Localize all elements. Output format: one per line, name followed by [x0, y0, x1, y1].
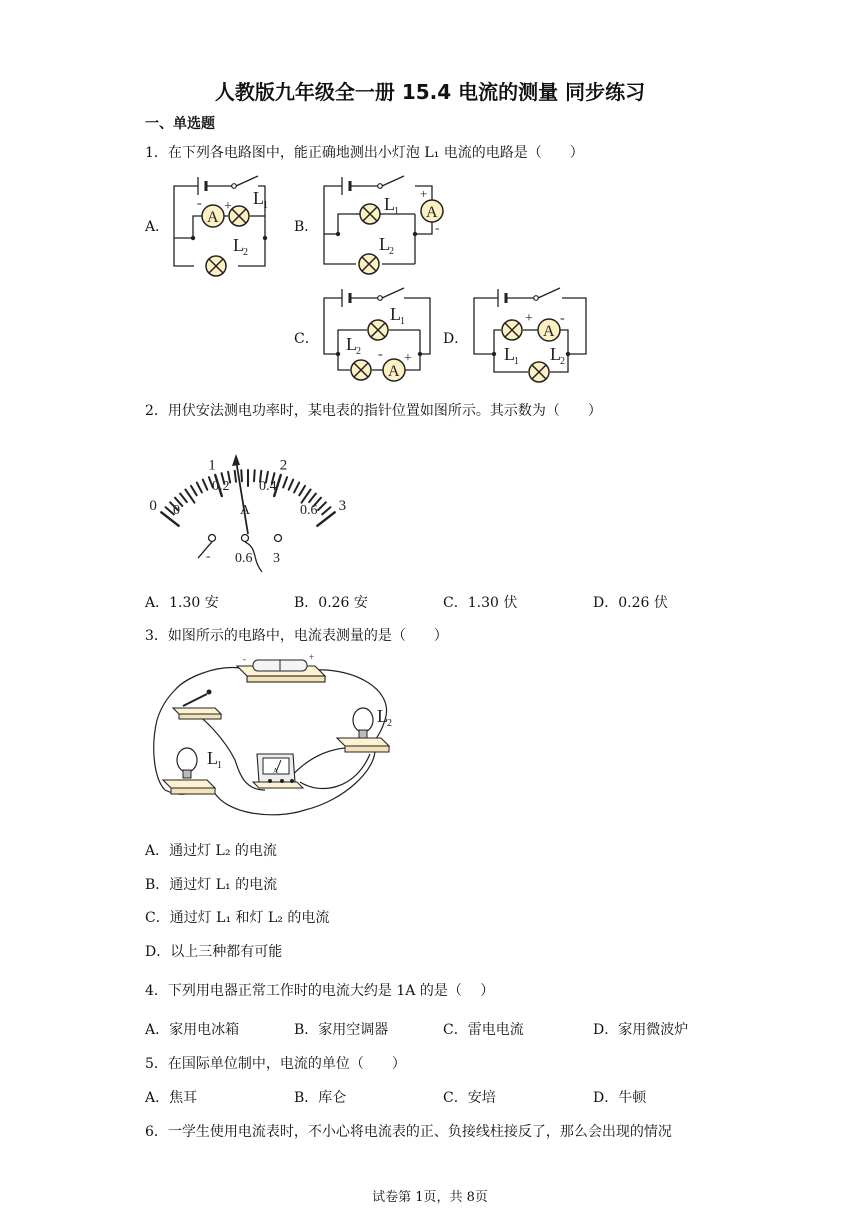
lamp-l1-label: L	[390, 304, 401, 324]
q4-option-a[interactable]: A．家用电冰箱	[145, 1022, 240, 1038]
dial-tick	[317, 512, 334, 526]
circuit-diagram-b	[320, 172, 450, 272]
ammeter-minus-label: -	[560, 311, 565, 326]
dial-tick	[294, 483, 299, 493]
q5-option-a[interactable]: A．焦耳	[145, 1090, 198, 1106]
dial-tick	[180, 494, 187, 503]
lamp-l1-icon	[368, 320, 388, 340]
q5-option-c[interactable]: C．安培	[443, 1090, 496, 1106]
ammeter-plus-label: +	[420, 186, 428, 201]
page-footer: 试卷第 1页，共 8页	[372, 1190, 488, 1205]
lamp-l1-label: L	[504, 344, 515, 364]
dial-tick	[241, 470, 242, 481]
q2-option-c[interactable]: C．1.30 伏	[443, 595, 518, 611]
lamp-l1-subscript: 1	[263, 200, 268, 211]
q3-option-b[interactable]: B．通过灯 L₁ 的电流	[145, 877, 278, 893]
lamp-l1-label: L	[253, 188, 264, 208]
q2-option-b[interactable]: B．0.26 安	[294, 595, 368, 611]
lamp-l2-icon	[529, 362, 549, 382]
lamp-l1-subscript: 1	[514, 356, 519, 367]
dial-tick	[197, 483, 202, 493]
dial-tick	[203, 480, 208, 490]
q3-option-c[interactable]: C．通过灯 L₁ 和灯 L₂ 的电流	[145, 910, 330, 926]
top-scale-label: 2	[279, 457, 288, 474]
dial-tick	[299, 486, 305, 495]
ammeter-device-letter: A	[273, 767, 279, 775]
ammeter-plus-label: +	[224, 199, 232, 214]
bulb-l1-icon	[177, 748, 197, 772]
q3-option-a[interactable]: A．通过灯 L₂ 的电流	[145, 843, 277, 859]
bulb-l2-label: L	[377, 706, 388, 726]
battery-plus-label: +	[309, 652, 315, 662]
dial-tick	[254, 470, 255, 481]
ammeter-minus-label: -	[197, 196, 202, 211]
lamp-l2-label: L	[550, 344, 561, 364]
lamp-l1-subscript: 1	[400, 316, 405, 327]
bottom-scale-label: 0.2	[212, 479, 230, 494]
lamp-l2-subscript: 2	[243, 247, 248, 258]
question-4-stem: 4．下列用电器正常工作时的电流大约是 1A 的是（ ）	[145, 983, 495, 999]
bottom-scale-label: 0.6	[300, 503, 318, 518]
ammeter-dial-figure	[140, 430, 360, 580]
ammeter-plus-label: +	[404, 351, 412, 366]
ammeter-letter: A	[426, 204, 438, 221]
lamp-l2-subscript: 2	[389, 246, 394, 257]
dial-tick	[191, 486, 197, 495]
bulb-l2-subscript: 2	[387, 718, 392, 729]
circuit-diagram-d	[470, 284, 590, 384]
ammeter-plus-label: +	[525, 311, 533, 326]
dial-tick	[289, 480, 294, 490]
question-6-stem: 6．一学生使用电流表时，不小心将电流表的正、负接线柱接反了，那么会出现的情况	[145, 1124, 672, 1140]
ammeter-minus-label: -	[378, 347, 383, 362]
lamp-l2-label: L	[346, 334, 357, 354]
bulb-l1-label: L	[207, 748, 218, 768]
q3-option-d[interactable]: D．以上三种都有可能	[145, 944, 283, 960]
circuit-diagram-c	[320, 284, 440, 384]
battery-minus-label: -	[243, 654, 246, 664]
dial-tick	[322, 507, 330, 514]
dial-tick	[283, 477, 287, 487]
lamp-l2-icon	[359, 254, 379, 274]
ammeter-letter: A	[543, 323, 555, 340]
circuit-diagram-a	[170, 172, 290, 272]
unit-label: A	[240, 503, 251, 518]
ammeter-letter: A	[207, 209, 219, 226]
lamp-l1-subscript: 1	[394, 206, 399, 217]
ammeter-letter: A	[388, 363, 400, 380]
q4-option-b[interactable]: B．家用空调器	[294, 1022, 389, 1038]
lamp-l1-icon	[229, 206, 249, 226]
terminal-icon	[209, 535, 216, 542]
lamp-l2-label: L	[379, 234, 390, 254]
top-scale-label: 1	[208, 457, 216, 474]
terminal-label: 0.6	[235, 551, 253, 566]
q1-option-c-label[interactable]: C．	[294, 331, 319, 347]
q1-option-d-label[interactable]: D．	[443, 331, 469, 347]
bottom-scale-label: 0	[173, 503, 180, 518]
question-1-stem: 1．在下列各电路图中，能正确地测出小灯泡 L₁ 电流的电路是（ ）	[145, 145, 584, 161]
terminal-icon	[242, 535, 249, 542]
terminal-label: 3	[273, 551, 280, 566]
section-heading: 一、单选题	[145, 116, 215, 132]
bottom-scale-label: 0.4	[259, 479, 277, 494]
bulb-l1-subscript: 1	[217, 760, 222, 771]
page-title: 人教版九年级全一册 15.4 电流的测量 同步练习	[214, 80, 646, 104]
question-3-stem: 3．如图所示的电路中，电流表测量的是（ ）	[145, 628, 448, 644]
top-scale-label: 3	[338, 498, 347, 515]
ammeter-minus-label: -	[435, 220, 440, 235]
terminal-label: -	[206, 548, 211, 563]
lamp-l1-icon	[360, 204, 380, 224]
terminal-icon	[275, 535, 282, 542]
lamp-l2-subscript: 2	[560, 356, 565, 367]
q2-option-d[interactable]: D．0.26 伏	[593, 595, 668, 611]
dial-tick	[318, 502, 326, 510]
lamp-l1-label: L	[384, 194, 395, 214]
q4-option-c[interactable]: C．雷电电流	[443, 1022, 524, 1038]
physical-circuit-figure	[145, 650, 415, 830]
q4-option-d[interactable]: D．家用微波炉	[593, 1022, 689, 1038]
q5-option-d[interactable]: D．牛顿	[593, 1090, 647, 1106]
lamp-l1-icon	[502, 320, 522, 340]
q2-option-a[interactable]: A．1.30 安	[145, 595, 219, 611]
q1-option-a-label[interactable]: A．	[145, 219, 170, 235]
dial-tick	[235, 471, 236, 482]
top-scale-label: 0	[149, 498, 157, 515]
bulb-l2-icon	[353, 708, 373, 732]
question-5-stem: 5．在国际单位制中，电流的单位（ ）	[145, 1056, 406, 1072]
lamp-l2-subscript: 2	[356, 346, 361, 357]
lamp-l2-icon	[351, 360, 371, 380]
lamp-l2-label: L	[233, 235, 244, 255]
lamp-l2-icon	[206, 256, 226, 276]
dial-tick	[309, 494, 316, 503]
q5-option-b[interactable]: B．库仑	[294, 1090, 347, 1106]
q1-option-b-label[interactable]: B．	[294, 219, 319, 235]
question-2-stem: 2．用伏安法测电功率时，某电表的指针位置如图所示。其示数为（ ）	[145, 403, 602, 419]
